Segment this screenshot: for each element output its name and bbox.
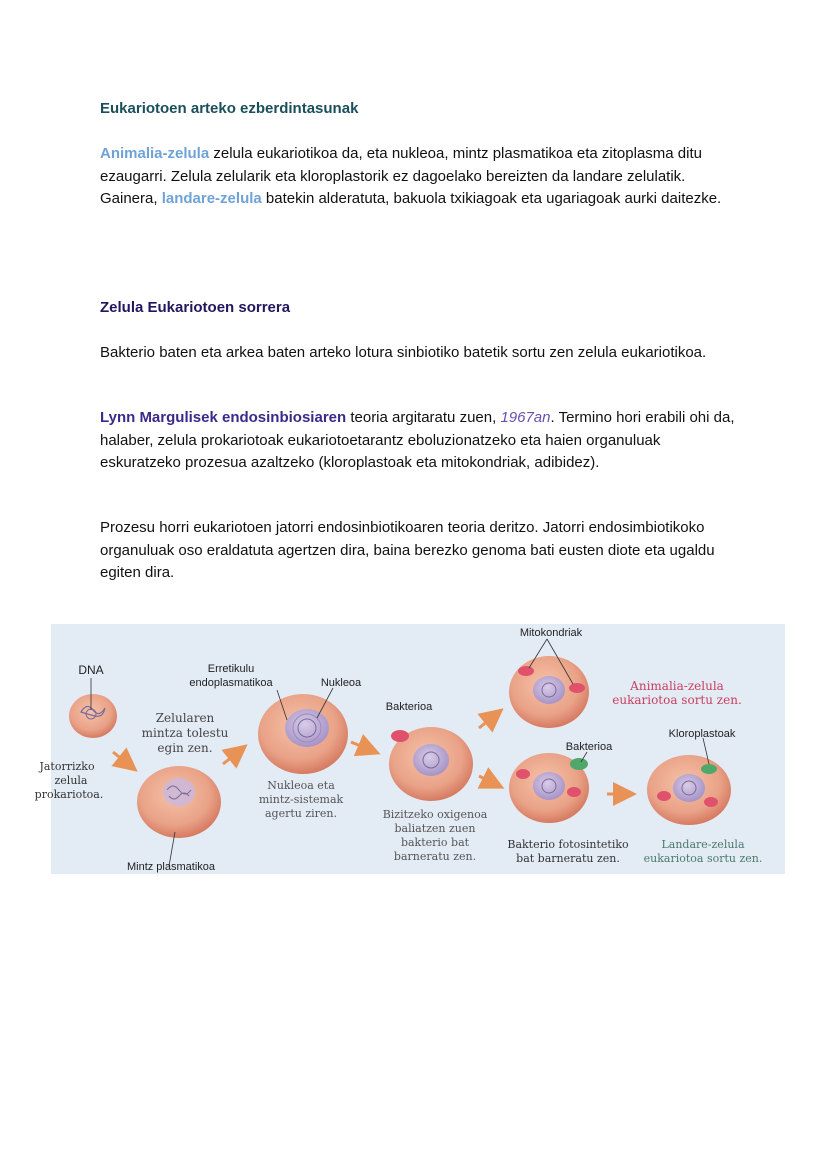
paragraph-symbiosis: Bakterio baten eta arkea baten arteko lotura sinbiotiko batetik sortu zen zelula eukariotikoa. bbox=[100, 344, 707, 361]
mitochondrion bbox=[518, 666, 534, 676]
label-photosynthetic-bacterium bbox=[507, 838, 629, 865]
mitochondrion bbox=[569, 683, 585, 693]
term-margulis: Lynn Margulisek endosinbiosiaren bbox=[100, 409, 347, 426]
cell-engulfing-photosynthetic bbox=[509, 753, 589, 823]
paragraph-text: zelula eukariotikoa da, eta nukleoa, mintz plasmatikoa eta zitoplasma ditu ezaugarri. Zelula zelularik eta kloroplastorik ez dagoelako bereizten da landare zelulatik. Gainera, bbox=[100, 145, 702, 207]
label-line: Bakterio fotosintetiko bbox=[507, 838, 629, 851]
folding-cell bbox=[137, 766, 221, 838]
label-nucleus: Nukleoa bbox=[320, 677, 362, 689]
endosymbiosis-diagram bbox=[34, 624, 785, 874]
paragraph-margulis bbox=[100, 407, 740, 475]
label-line: Landare-zelula bbox=[661, 838, 745, 851]
label-bacterium-aerobic: Bakterioa bbox=[385, 701, 433, 713]
term-animal-cell: Animalia-zelula bbox=[100, 145, 210, 162]
label-line: Nukleoa eta bbox=[267, 779, 335, 792]
label-line: Animalia-zelula bbox=[630, 679, 724, 693]
paragraph-text: batekin alderatuta, bakuola txikiagoak eta ugariagoak aurki daitezke. bbox=[261, 190, 722, 207]
label-line: endoplasmatikoa bbox=[189, 677, 273, 689]
label-line: agertu ziren. bbox=[264, 807, 338, 820]
section-heading-differences: Eukariotoen arteko ezberdintasunak bbox=[100, 100, 359, 117]
paragraph-text: teoria argitaratu zuen, bbox=[346, 409, 501, 426]
label-line: mintz-sistemak bbox=[258, 793, 344, 806]
label-line: Zelularen bbox=[155, 711, 215, 725]
photosynthetic-bacterium bbox=[570, 758, 588, 770]
plant-cell bbox=[647, 755, 731, 825]
paragraph-endosymbiotic-theory: Prozesu horri eukariotoen jatorri endosinbiotikoaren teoria deritzo. Jatorri endosimbiotikoko organuluak oso eraldatuta agertzen dira, baina berezko genoma bati eusten diote eta ugaldu egiten dira. bbox=[100, 519, 715, 581]
cell-engulfing-bacterium bbox=[389, 727, 473, 801]
label-line: Jatorrizko bbox=[39, 760, 95, 773]
label-animal-cell bbox=[612, 679, 742, 707]
label-line: Bizitzeko oxigenoa bbox=[382, 808, 488, 821]
label-line: zelula bbox=[54, 774, 88, 787]
chloroplast bbox=[701, 764, 717, 774]
year-highlight: 1967an bbox=[500, 409, 551, 426]
label-line: egin zen. bbox=[157, 741, 213, 755]
label-line: prokariotoa. bbox=[34, 788, 104, 801]
section-heading-origin: Zelula Eukariotoen sorrera bbox=[100, 299, 291, 316]
label-chloroplasts: Kloroplastoak bbox=[668, 728, 736, 740]
label-line: Erretikulu bbox=[207, 663, 255, 675]
label-line: baliatzen zuen bbox=[394, 822, 476, 835]
aerobic-bacterium bbox=[391, 730, 409, 742]
label-line: mintza tolestu bbox=[141, 726, 229, 740]
label-line: barneratu zen. bbox=[393, 850, 477, 863]
label-dna: DNA bbox=[78, 663, 104, 677]
animal-cell bbox=[509, 656, 589, 728]
label-line: bat barneratu zen. bbox=[516, 852, 620, 865]
paragraph-text: . Termino hori erabili ohi da, halaber, zelula prokariotoak eukariotoetarantz eboluzionatzeko eta haien organuluak eskuratzeko prozesua azaltzeko (kloroplastoak eta mitokondriak, adibidez). bbox=[100, 409, 735, 471]
prokaryote-cell bbox=[69, 694, 117, 738]
label-line: bakterio bat bbox=[400, 836, 470, 849]
label-bacterium-photosynthetic: Bakterioa bbox=[565, 741, 613, 753]
term-plant-cell: landare-zelula bbox=[161, 190, 262, 207]
nucleus-cell bbox=[258, 694, 348, 774]
label-nucleus-membranes bbox=[259, 779, 344, 820]
label-line: eukariotoa sortu zen. bbox=[612, 693, 742, 707]
label-line: eukariotoa sortu zen. bbox=[643, 852, 763, 865]
label-plasma-membrane: Mintz plasmatikoa bbox=[126, 861, 216, 873]
paragraph-animal-cell bbox=[100, 143, 740, 211]
label-mitochondria: Mitokondriak bbox=[519, 627, 583, 639]
